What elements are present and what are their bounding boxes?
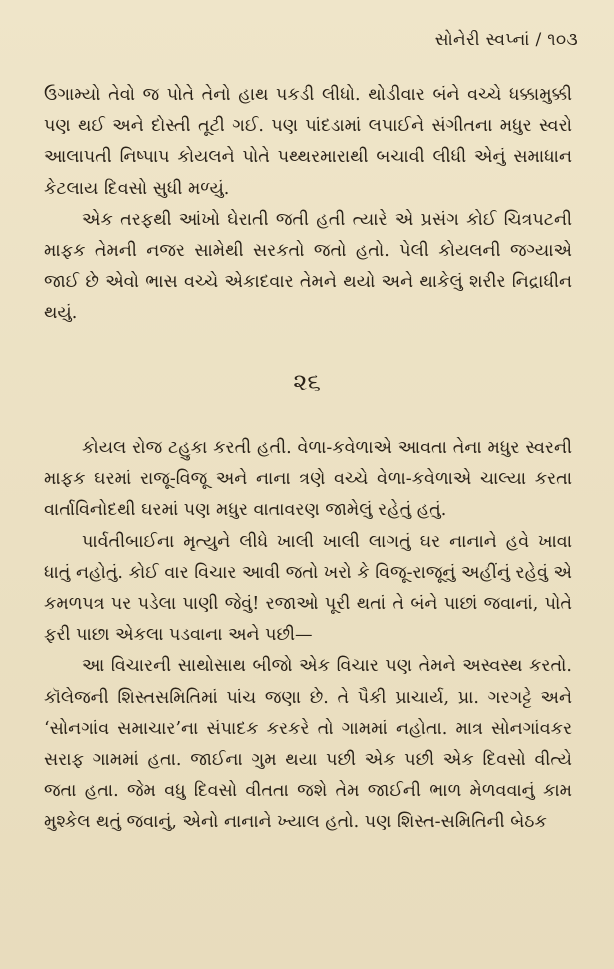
paragraph: આ વિચારની સાથોસાથ બીજો એક વિચાર પણ તેમને અસ્વસ્થ કરતો. કૉલેજની શિસ્તસમિતિમાં પાંચ જણા છે. તે પૈકી પ્રાચાર્ય, પ્રા. ગરગટ્ટે અને ‘સોનગાંવ સમાચાર’ના સંપાદક કરકરે તો ગામમાં નહોતા. માત્ર સોનગાંવકર સરાફ ગામમાં હતા. જાઈના ગુમ થયા પછી એક પછી એક દિવસો વીત્યે જતા હતા. જેમ વધુ દિવસો વીતતા જશે તેમ જાઈની ભાળ મેળવવાનું કામ મુશ્કેલ થતું જવાનું, એનો નાનાને ખ્યાલ હતો. પણ શિસ્ત-સમિતિની બેઠક (44, 656, 572, 833)
chapter-number: ૨૬ (293, 368, 321, 396)
text-block-bottom (44, 433, 572, 839)
paragraph: ઉગામ્યો તેવો જ પોતે તેનો હાથ પકડી લીધો. થોડીવાર બંને વચ્ચે ધક્કામુક્કી પણ થઈ અને દોસ્તી તૂટી ગઈ. પણ પાંદડામાં લપાઈને સંગીતના મધુર સ્વરો આલાપતી નિષ્પાપ કોયલને પોતે પથ્થરમારાથી બચાવી લીધી એનું સમાધાન કેટલાય દિવસો સુધી મળ્યું. (44, 85, 572, 199)
paragraph: કોયલ રોજ ટહુકા કરતી હતી. વેળા-કવેળાએ આવતા તેના મધુર સ્વરની માફક ઘરમાં રાજૂ-વિજૂ અને નાના ત્રણે વચ્ચે વેળા-કવેળાએ ચાલ્યા કરતા વાર્તાવિનોદથી ઘરમાં પણ મધુર વાતાવરણ જામેલું રહેતું હતું. (44, 438, 572, 521)
paragraph: પાર્વતીબાઈના મૃત્યુને લીધે ખાલી ખાલી લાગતું ઘર નાનાને હવે ખાવા ધાતું નહોતું. કોઈ વાર વિચાર આવી જતો ખરો કે વિજૂ-રાજૂનું અહીંનું રહેવું એ કમળપત્ર પર પડેલા પાણી જેવું! રજાઓ પૂરી થતાં તે બંને પાછાં જવાનાં, પોતે ફરી પાછા એકલા પડવાના અને પછી— (44, 531, 572, 646)
running-header: સોનેરી સ્વપ્નાં / ૧૦૩ (434, 30, 578, 50)
paragraph: એક તરફથી આંખો ઘેરાતી જતી હતી ત્યારે એ પ્રસંગ કોઈ ચિત્રપટની માફક તેમની નજર સામેથી સરકતો જતો હતો. પેલી કોયલની જગ્યાએ જાઈ છે એવો ભાસ વચ્ચે એકાદવાર તેમને થયો અને થાકેલું શરીર નિદ્રાધીન થયું. (44, 209, 572, 324)
text-block-top (44, 80, 572, 330)
